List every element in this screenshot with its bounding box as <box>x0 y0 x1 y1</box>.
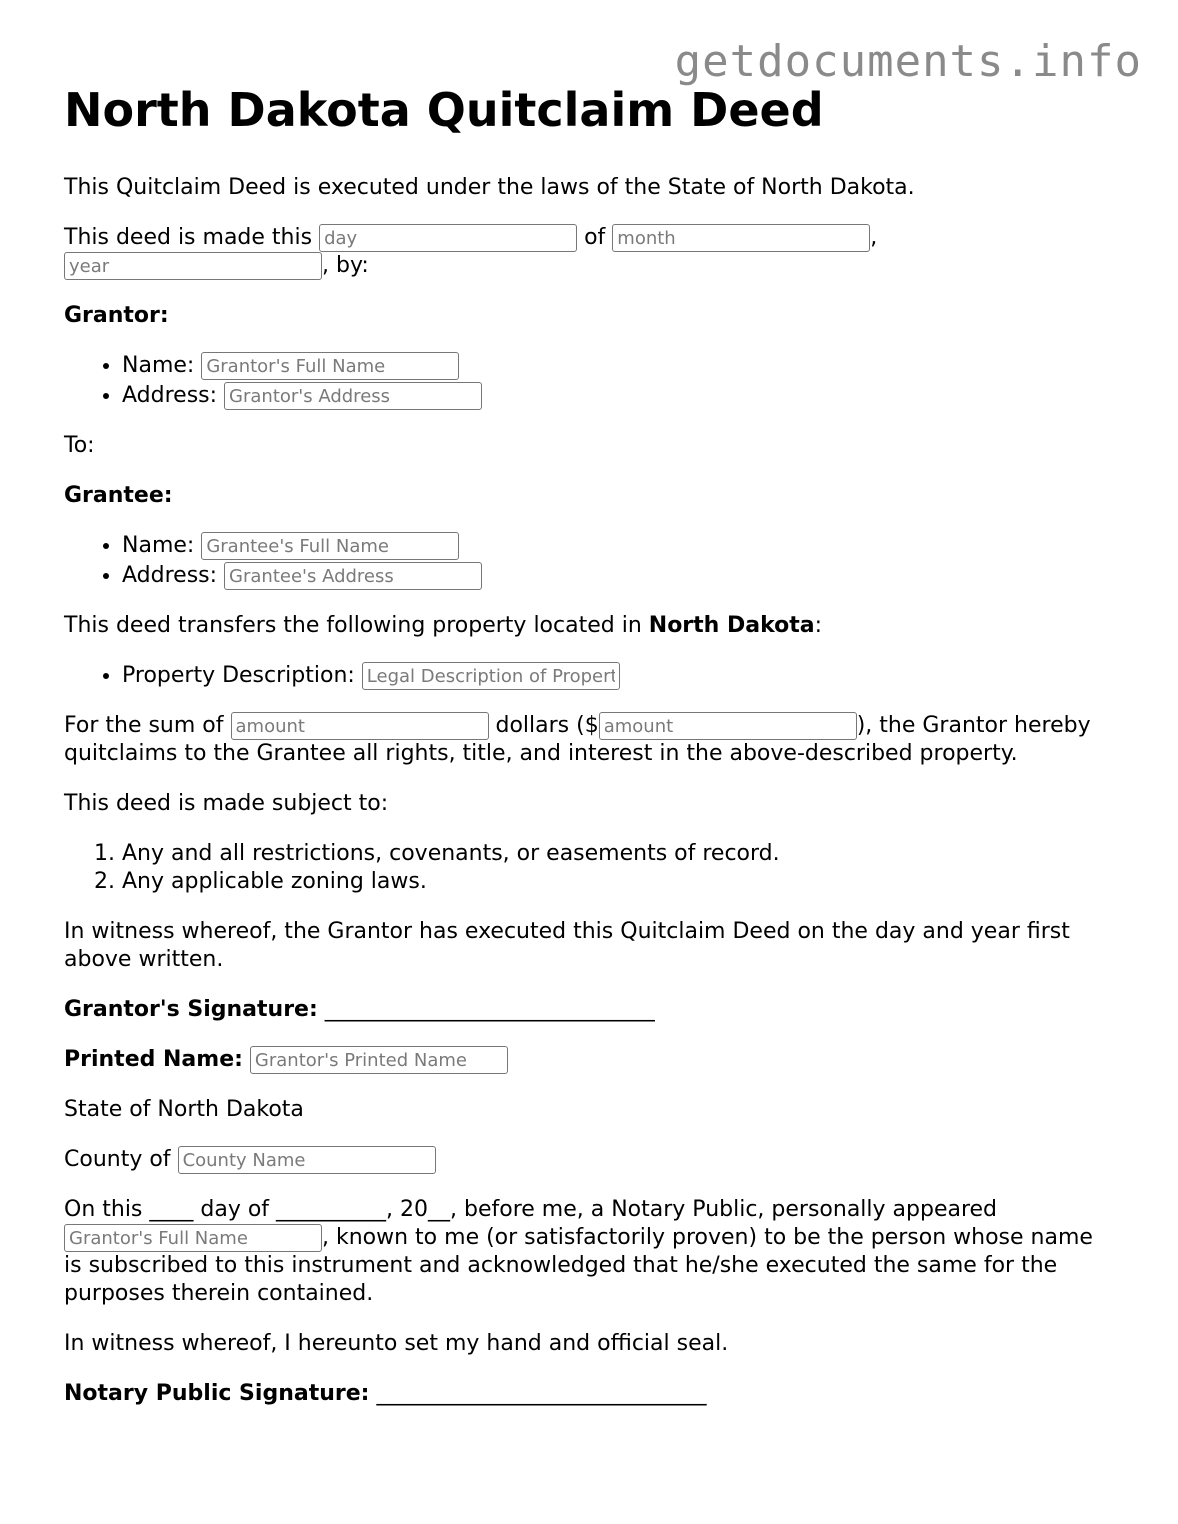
month-input[interactable] <box>612 224 870 252</box>
day-input[interactable] <box>319 224 577 252</box>
deed-document <box>64 82 1114 1430</box>
page-title: North Dakota Quitclaim Deed <box>64 83 824 137</box>
notary-signature-blank: ______________________________ <box>376 1381 707 1406</box>
date-line <box>64 224 1114 280</box>
grantee-name-label: Name: <box>122 533 195 558</box>
by-label: , by: <box>322 253 369 278</box>
property-intro-prefix: This deed transfers the following property located in <box>64 613 642 638</box>
amount-words-input[interactable] <box>231 712 489 740</box>
sum-prefix: For the sum of <box>64 713 224 738</box>
subject-intro: This deed is made subject to: <box>64 791 389 816</box>
grantee-address-label: Address: <box>122 563 218 588</box>
property-description-item <box>122 662 1114 690</box>
dollars-label: dollars ($ <box>495 713 599 738</box>
property-intro <box>64 612 1114 640</box>
printed-name-input[interactable] <box>250 1046 508 1074</box>
printed-name-line <box>64 1046 1114 1074</box>
property-state: North Dakota <box>648 613 815 638</box>
grantor-list <box>64 352 1114 410</box>
grantee-address-input[interactable] <box>224 562 482 590</box>
notary-clause-suffix: , known to me (or satisfactorily proven) to be the person whose name is subscribed to this instrument and acknowledged that he/she executed the same for the purposes therein contained. <box>64 1225 1093 1306</box>
grantor-name-input[interactable] <box>201 352 459 380</box>
notary-grantor-name-input[interactable] <box>64 1224 322 1252</box>
grantee-heading: Grantee: <box>64 483 173 508</box>
amount-number-input[interactable] <box>599 712 857 740</box>
grantor-address-label: Address: <box>122 383 218 408</box>
county-line <box>64 1146 1114 1174</box>
property-list <box>64 662 1114 690</box>
notary-signature-label: Notary Public Signature: <box>64 1381 370 1406</box>
notary-signature-line <box>64 1380 1114 1408</box>
subject-item: 2. Any applicable zoning laws. <box>122 868 1114 896</box>
to-text: To: <box>64 433 95 458</box>
grantor-address-item <box>122 382 1114 410</box>
comma-label: , <box>870 225 878 250</box>
grantor-name-label: Name: <box>122 353 195 378</box>
grantee-name-input[interactable] <box>201 532 459 560</box>
grantor-signature-line <box>64 996 1114 1024</box>
grantee-address-item <box>122 562 1114 590</box>
year-input[interactable] <box>64 252 322 280</box>
subject-item: 1. Any and all restrictions, covenants, or easements of record. <box>122 840 1114 868</box>
sum-suffix: ), the Grantor hereby quitclaims to the Grantee all rights, title, and interest in the above-described property. <box>64 713 1091 766</box>
notary-clause-prefix: On this ____ day of __________, 20__, before me, a Notary Public, personally appeared <box>64 1197 998 1222</box>
property-intro-suffix: : <box>814 613 823 638</box>
witness-text: In witness whereof, the Grantor has executed this Quitclaim Deed on the day and year first above written. <box>64 919 1070 972</box>
county-label: County of <box>64 1147 171 1172</box>
property-description-label: Property Description: <box>122 663 355 688</box>
made-this-label: This deed is made this <box>64 225 313 250</box>
county-input[interactable] <box>178 1146 436 1174</box>
property-description-input[interactable] <box>362 662 620 690</box>
grantor-name-item <box>122 352 1114 380</box>
sum-clause <box>64 712 1114 768</box>
watermark: getdocuments.info <box>674 36 1142 87</box>
state-text: State of North Dakota <box>64 1097 304 1122</box>
of-label: of <box>584 225 606 250</box>
seal-text: In witness whereof, I hereunto set my hand and official seal. <box>64 1331 729 1356</box>
grantee-list <box>64 532 1114 590</box>
notary-clause <box>64 1196 1114 1308</box>
printed-name-label: Printed Name: <box>64 1047 243 1072</box>
intro-text: This Quitclaim Deed is executed under the laws of the State of North Dakota. <box>64 175 915 200</box>
subject-list <box>64 840 1114 896</box>
grantor-heading: Grantor: <box>64 303 169 328</box>
grantor-address-input[interactable] <box>224 382 482 410</box>
grantor-signature-blank: ______________________________ <box>324 997 655 1022</box>
grantee-name-item <box>122 532 1114 560</box>
grantor-signature-label: Grantor's Signature: <box>64 997 318 1022</box>
